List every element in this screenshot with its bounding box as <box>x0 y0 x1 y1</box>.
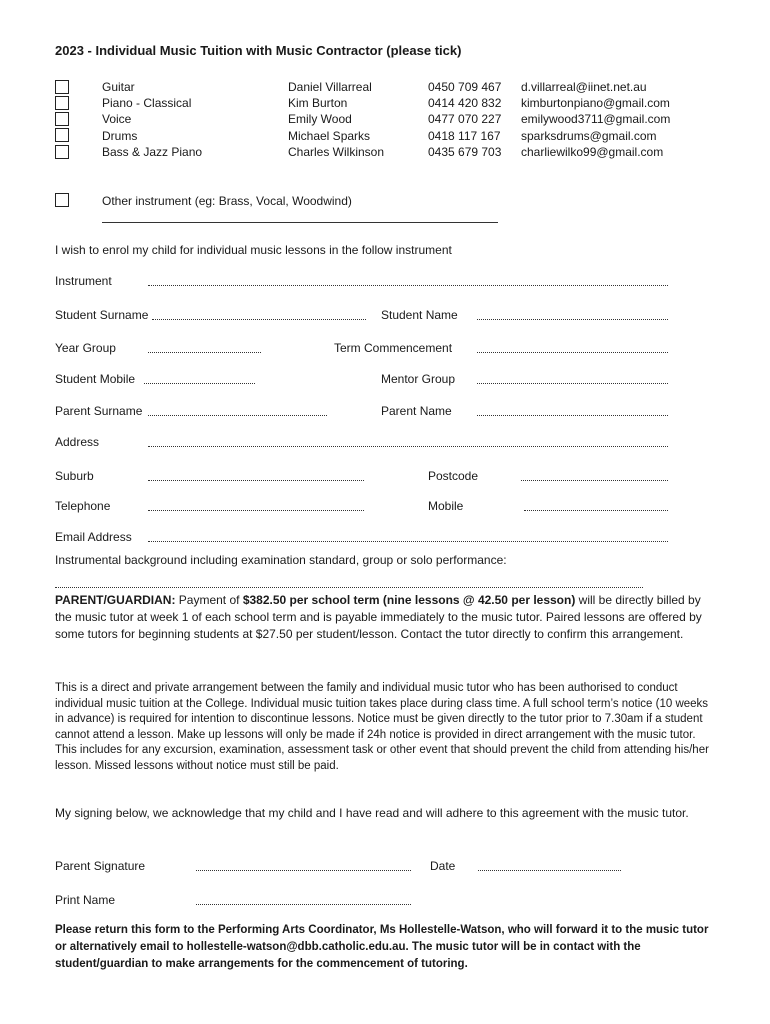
print-name-label: Print Name <box>55 893 116 907</box>
contractor-email: sparksdrums@gmail.com <box>521 129 657 143</box>
return-note: Please return this form to the Performing Arts Coordinator, Ms Hollestelle-Watson, who will forward it to the music tutor or alternatively email to hollestelle-watson@dbb.catholic.edu.au. The music tutor will be in contact with the student/guardian to make arrangements for the commencement of tutoring. <box>55 924 709 970</box>
parent-surname-label: Parent Surname <box>55 404 143 418</box>
mentor-group-field[interactable] <box>477 382 668 384</box>
form-title: 2023 - Individual Music Tuition with Music Contractor (please tick) <box>55 43 462 58</box>
instrument-label: Voice <box>102 112 132 126</box>
checkbox-bass-jazz-piano[interactable] <box>55 145 69 159</box>
term-commencement-label: Term Commencement <box>334 341 453 355</box>
contractor-phone: 0477 070 227 <box>428 112 502 126</box>
contractor-phone: 0435 679 703 <box>428 145 502 159</box>
telephone-label: Telephone <box>55 499 111 513</box>
checkbox-voice[interactable] <box>55 112 69 126</box>
enrol-text: I wish to enrol my child for individual music lessons in the follow instrument <box>55 243 452 257</box>
date-label: Date <box>430 859 456 873</box>
date-field[interactable] <box>478 869 621 871</box>
contractor-phone: 0450 709 467 <box>428 80 502 94</box>
contractor-email: emilywood3711@gmail.com <box>521 112 671 126</box>
mentor-group-label: Mentor Group <box>381 372 456 386</box>
contractor-phone: 0418 117 167 <box>428 129 501 143</box>
contractor-name: Michael Sparks <box>288 129 371 143</box>
checkbox-drums[interactable] <box>55 128 69 142</box>
acknowledge-paragraph: My signing below, we acknowledge that my child and I have read and will adhere to this agreement with the music tutor. <box>55 806 689 820</box>
parent-signature-label: Parent Signature <box>55 859 146 873</box>
payment-amount: $382.50 per school term (nine lessons @ 42.50 per lesson) <box>242 593 576 607</box>
other-instrument-label: Other instrument (eg: Brass, Vocal, Woodwind) <box>102 194 352 208</box>
contractor-email: d.villarreal@iinet.net.au <box>521 80 647 94</box>
parent-surname-field[interactable] <box>148 414 327 416</box>
background-field[interactable] <box>55 586 643 588</box>
student-mobile-field[interactable] <box>144 382 255 384</box>
student-surname-field[interactable] <box>152 318 366 320</box>
suburb-field[interactable] <box>148 479 364 481</box>
parent-name-field[interactable] <box>477 414 668 416</box>
year-group-label: Year Group <box>55 341 116 355</box>
parent-signature-field[interactable] <box>196 869 411 871</box>
checkbox-guitar[interactable] <box>55 80 69 94</box>
contractor-name: Charles Wilkinson <box>288 145 385 159</box>
payment-text-2: will be directly billed by the music tutor at week 1 of each school term and is payable immediately to the music tutor. Paired lessons are offered by some tutors for beginning students at $27.50 per student/lesson. Contact the tutor directly to confirm this arrangement. <box>55 593 702 641</box>
suburb-label: Suburb <box>55 469 94 483</box>
student-name-label: Student Name <box>381 308 458 322</box>
instrument-field[interactable] <box>148 284 668 286</box>
email-address-field[interactable] <box>148 540 668 542</box>
address-field[interactable] <box>148 445 668 447</box>
checkbox-piano-classical[interactable] <box>55 96 69 110</box>
instrument-label: Piano - Classical <box>102 96 192 110</box>
contractor-email: kimburtonpiano@gmail.com <box>521 96 670 110</box>
contractor-name: Daniel Villarreal <box>288 80 372 94</box>
checkbox-other-instrument[interactable] <box>55 193 69 207</box>
year-group-field[interactable] <box>148 351 261 353</box>
postcode-label: Postcode <box>428 469 479 483</box>
student-surname-label: Student Surname <box>55 308 149 322</box>
contractor-name: Kim Burton <box>288 96 348 110</box>
payment-paragraph <box>55 592 715 643</box>
mobile-field[interactable] <box>524 509 668 511</box>
student-mobile-label: Student Mobile <box>55 372 136 386</box>
background-label: Instrumental background including examination standard, group or solo performance: <box>55 553 507 567</box>
postcode-field[interactable] <box>521 479 668 481</box>
contractor-name: Emily Wood <box>288 112 352 126</box>
payment-text-1: Payment of <box>175 593 243 607</box>
address-label: Address <box>55 435 100 449</box>
instrument-label: Bass & Jazz Piano <box>102 145 203 159</box>
other-instrument-line[interactable] <box>102 221 498 223</box>
instrument-field-label: Instrument <box>55 274 112 288</box>
print-name-field[interactable] <box>196 903 411 905</box>
telephone-field[interactable] <box>148 509 364 511</box>
instrument-label: Drums <box>102 129 138 143</box>
contractor-email: charliewilko99@gmail.com <box>521 145 664 159</box>
payment-lead: PARENT/GUARDIAN: <box>55 593 176 607</box>
mobile-label: Mobile <box>428 499 464 513</box>
agreement-paragraph: This is a direct and private arrangement between the family and individual music tutor who has been authorised to conduct individual music tuition at the College. Individual music tuition takes place during class time. A full school term’s notice (10 weeks in advance) is required for intention to discontinue lessons. Notice must be given directly to the tutor prior to 7.30am if a student cannot attend a lesson. Make up lessons will only be made if 24h notice is provided in direct arrangement with the music tutor. This includes for any excursion, examination, assessment task or other event that should prevent the child from attending his/her lesson. Missed lessons without notice must still be paid. <box>55 682 709 772</box>
instrument-label: Guitar <box>102 80 135 94</box>
parent-name-label: Parent Name <box>381 404 452 418</box>
contractor-phone: 0414 420 832 <box>428 96 502 110</box>
student-name-field[interactable] <box>477 318 668 320</box>
email-address-label: Email Address <box>55 530 132 544</box>
term-commencement-field[interactable] <box>477 351 668 353</box>
